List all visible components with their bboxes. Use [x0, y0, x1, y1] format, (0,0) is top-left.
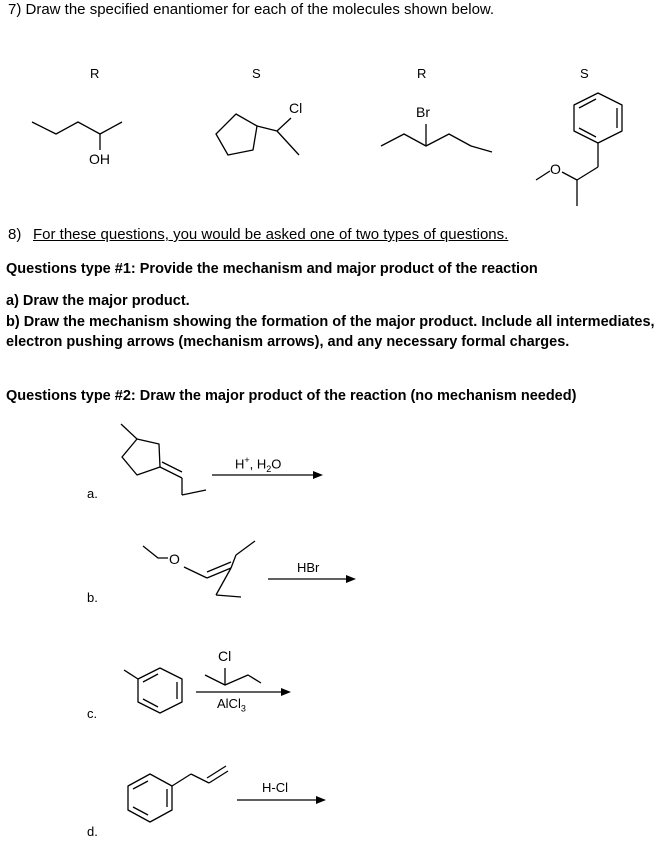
- molecule-4-structure: [536, 93, 622, 206]
- reaction-b-letter: b.: [87, 590, 98, 605]
- q8-intro: For these questions, you would be asked one of two types of questions.: [33, 226, 509, 243]
- type2-heading: Questions type #2: Draw the major product of the reaction (no mechanism needed): [6, 388, 577, 404]
- type1-part-a: a) Draw the major product.: [6, 293, 190, 309]
- type1-heading: Questions type #1: Provide the mechanism and major product of the reaction: [6, 261, 538, 277]
- q8-number: 8): [8, 226, 22, 243]
- config-label-1: R: [90, 66, 100, 81]
- reaction-d-structure: [128, 766, 228, 822]
- reaction-d-letter: d.: [87, 824, 98, 839]
- chlorine-label: Cl: [289, 100, 303, 116]
- reaction-d-arrow: [237, 796, 326, 804]
- reaction-a-structure: [121, 424, 206, 495]
- oxygen-label: O: [550, 161, 561, 177]
- reaction-c-letter: c.: [87, 706, 98, 721]
- config-label-2: S: [252, 66, 261, 81]
- reaction-c-arrow: [196, 688, 291, 696]
- reaction-a-letter: a.: [87, 486, 98, 501]
- reaction-c-reagent: AlCl$_3$: [217, 696, 246, 714]
- config-label-3: R: [417, 66, 427, 81]
- molecule-1-structure: [32, 122, 122, 150]
- reaction-b-arrow: [268, 575, 356, 583]
- bromine-label: Br: [416, 104, 430, 120]
- reaction-d-reagent: H-Cl: [262, 780, 288, 795]
- reaction-b-oxygen-label: O: [169, 551, 180, 567]
- config-label-4: S: [580, 66, 589, 81]
- q7-prompt: 7) Draw the specified enantiomer for each of the molecules shown below.: [8, 1, 495, 18]
- type1-part-b-line1: b) Draw the mechanism showing the formation of the major product. Include all intermediates,: [6, 314, 655, 330]
- type1-part-b-line2: electron pushing arrows (mechanism arrows), and any necessary formal charges.: [6, 334, 570, 350]
- hydroxyl-label: OH: [89, 151, 110, 167]
- reaction-c-chlorine-label: Cl: [218, 648, 232, 664]
- molecule-3-structure: [381, 124, 492, 152]
- reaction-a-reagent: H+, $H_2O$: [235, 455, 282, 474]
- reaction-b-reagent: HBr: [297, 560, 320, 575]
- reaction-b-structure: [143, 541, 255, 597]
- molecule-2-structure: [216, 114, 299, 155]
